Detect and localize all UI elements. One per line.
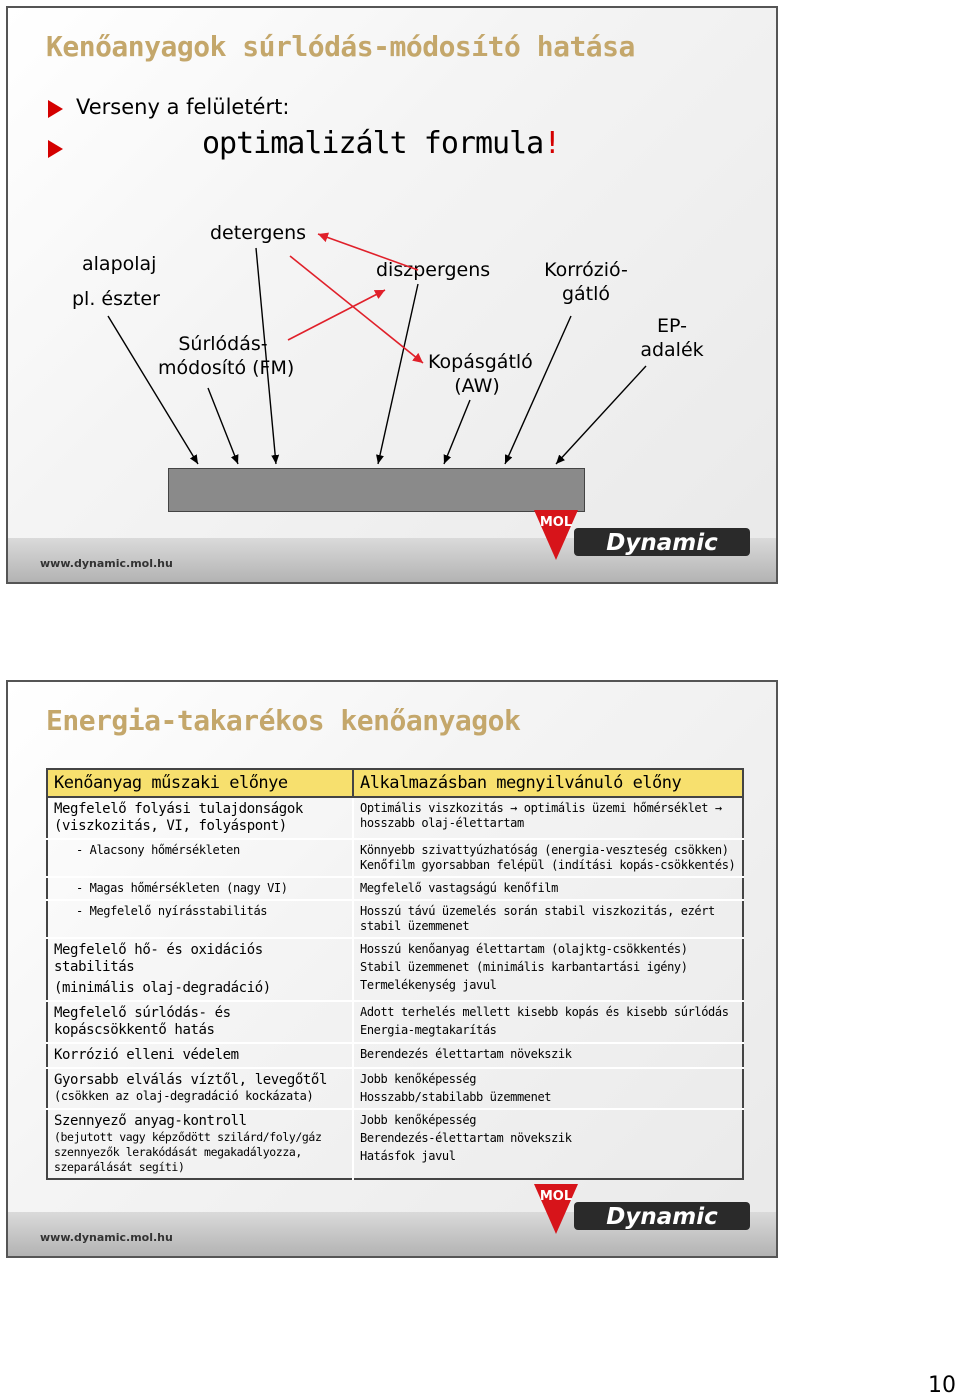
header-technical-benefit: Kenőanyag műszaki előnye bbox=[47, 769, 353, 797]
formula-text: optimalizált formula bbox=[202, 126, 544, 161]
cell-line: Kenőfilm gyorsabban felépül (indítási kopás-csökkentés) bbox=[360, 858, 736, 872]
table-row bbox=[47, 1068, 743, 1109]
cell-line: - Alacsony hőmérsékleten bbox=[76, 843, 240, 857]
label-ep-line2: adalék bbox=[640, 339, 704, 361]
table-header-row bbox=[47, 769, 743, 797]
cell-line: Berendezés élettartam növekszik bbox=[360, 1047, 572, 1061]
cell-line: Megfelelő súrlódás- és bbox=[54, 1005, 231, 1021]
cell-line: Berendezés-élettartam növekszik bbox=[360, 1131, 572, 1145]
cell-line: Gyorsabb elválás víztől, levegőtől bbox=[54, 1072, 327, 1088]
benefits-table bbox=[46, 768, 744, 1180]
label-ester: pl. észter bbox=[72, 288, 160, 310]
cell-line: (csökken az olaj-degradáció kockázata) bbox=[54, 1089, 314, 1103]
cell-line: Jobb kenőképesség bbox=[360, 1072, 477, 1086]
slide-title: Energia-takarékos kenőanyagok bbox=[46, 704, 521, 737]
label-alapolaj: alapolaj bbox=[82, 253, 157, 275]
arrow-competition-2 bbox=[288, 290, 385, 340]
arrow-competition-1 bbox=[290, 256, 423, 363]
row-right bbox=[353, 1068, 743, 1109]
cell-line: Megfelelő hő- és oxidációs stabilitás bbox=[54, 942, 263, 975]
row-right bbox=[353, 938, 743, 1001]
arrow-fm bbox=[208, 388, 238, 464]
label-detergens: detergens bbox=[210, 222, 307, 244]
label-ep-line1: EP- bbox=[657, 315, 687, 337]
row-left bbox=[47, 1068, 353, 1109]
arrow-detergens bbox=[256, 248, 276, 464]
label-corrosion-line1: Korrózió- bbox=[544, 259, 628, 281]
cell-line: Energia-megtakarítás bbox=[360, 1023, 497, 1037]
page-number: 10 bbox=[928, 1373, 956, 1398]
label-corrosion-line2: gátló bbox=[561, 283, 611, 305]
bullet-text-surface: Verseny a felületért: bbox=[76, 95, 290, 119]
label-fm-line1: Súrlódás- bbox=[178, 333, 268, 355]
label-diszpergens: diszpergens bbox=[376, 259, 491, 281]
cell-line: - Megfelelő nyírásstabilitás bbox=[76, 904, 268, 918]
footer-url: www.dynamic.mol.hu bbox=[40, 557, 173, 570]
logo-dynamic-text: Dynamic bbox=[606, 1204, 718, 1230]
logo-mol-text: MOL bbox=[539, 515, 573, 530]
row-left bbox=[47, 938, 353, 1001]
cell-line: (minimális olaj-degradáció) bbox=[54, 980, 271, 996]
cell-line: Hosszú kenőanyag élettartam (olajktg-csökkentés) bbox=[360, 942, 688, 956]
row-right bbox=[353, 877, 743, 900]
arrow-corrosion bbox=[505, 316, 571, 464]
mol-dynamic-logo-icon bbox=[534, 506, 754, 570]
arrow-ep bbox=[556, 366, 646, 464]
row-right bbox=[353, 1109, 743, 1179]
table-row bbox=[47, 877, 743, 900]
mol-dynamic-logo-icon bbox=[534, 1180, 754, 1244]
cell-line: Adott terhelés mellett kisebb kopás és kisebb súrlódás bbox=[360, 1005, 729, 1019]
slide-energy-saving bbox=[6, 680, 778, 1258]
table-row bbox=[47, 900, 743, 938]
cell-line: Optimális viszkozitás → optimális üzemi hőmérséklet → hosszabb olaj-élettartam bbox=[360, 801, 722, 830]
cell-line: (viszkozitás, VI, folyáspont) bbox=[54, 818, 287, 834]
row-left bbox=[47, 877, 353, 900]
row-left bbox=[47, 1001, 353, 1043]
cell-line: Termelékenység javul bbox=[360, 978, 497, 992]
row-left bbox=[47, 1043, 353, 1068]
footer-url: www.dynamic.mol.hu bbox=[40, 1231, 173, 1244]
arrow-competition-3 bbox=[318, 234, 418, 270]
arrow-diszpergens bbox=[378, 284, 418, 464]
slide-friction-modifier bbox=[6, 6, 778, 584]
cell-line: - Magas hőmérsékleten (nagy VI) bbox=[76, 881, 288, 895]
row-right bbox=[353, 1043, 743, 1068]
metal-surface bbox=[168, 468, 585, 512]
logo-mol-text: MOL bbox=[539, 1189, 573, 1204]
cell-line: Jobb kenőképesség bbox=[360, 1113, 477, 1127]
table-row bbox=[47, 839, 743, 877]
cell-line: Hosszabb/stabilabb üzemmenet bbox=[360, 1090, 552, 1104]
label-aw-line1: Kopásgátló bbox=[428, 351, 533, 373]
table-row bbox=[47, 1109, 743, 1179]
cell-line: Megfelelő folyási tulajdonságok bbox=[54, 801, 303, 817]
cell-line: Megfelelő vastagságú kenőfilm bbox=[360, 881, 558, 895]
cell-line: Korrózió elleni védelem bbox=[54, 1047, 239, 1063]
row-right bbox=[353, 900, 743, 938]
header-application-benefit: Alkalmazásban megnyilvánuló előny bbox=[353, 769, 743, 797]
arrow-antiwear bbox=[444, 400, 470, 464]
label-aw-line2: (AW) bbox=[454, 375, 500, 397]
cell-line: Stabil üzemmenet (minimális karbantartási igény) bbox=[360, 960, 688, 974]
logo-dynamic-text: Dynamic bbox=[606, 530, 718, 556]
cell-line: Könnyebb szivattyúzhatóság (energia-veszteség csökken) bbox=[360, 843, 729, 857]
formula-exclamation: ! bbox=[543, 126, 561, 161]
cell-line: Hosszú távú üzemelés során stabil viszkozitás, ezért stabil üzemmenet bbox=[360, 904, 715, 933]
table-row bbox=[47, 797, 743, 839]
cell-line: (bejutott vagy képződött szilárd/foly/gáz szennyezők lerakódását megakadályozza, szeparálását segíti) bbox=[54, 1130, 322, 1174]
table-row bbox=[47, 1043, 743, 1068]
cell-line: Hatásfok javul bbox=[360, 1149, 456, 1163]
arrow-ester bbox=[108, 316, 198, 464]
row-left bbox=[47, 1109, 353, 1179]
cell-line: Szennyező anyag-kontroll bbox=[54, 1113, 247, 1129]
table-row bbox=[47, 938, 743, 1001]
row-left bbox=[47, 797, 353, 839]
row-left bbox=[47, 839, 353, 877]
table-row bbox=[47, 1001, 743, 1043]
row-right bbox=[353, 797, 743, 839]
row-right bbox=[353, 839, 743, 877]
row-right bbox=[353, 1001, 743, 1043]
slide-title: Kenőanyagok súrlódás-módosító hatása bbox=[46, 30, 635, 63]
cell-line: kopáscsökkentő hatás bbox=[54, 1022, 215, 1038]
label-fm-line2: módosító (FM) bbox=[158, 357, 295, 379]
row-left bbox=[47, 900, 353, 938]
